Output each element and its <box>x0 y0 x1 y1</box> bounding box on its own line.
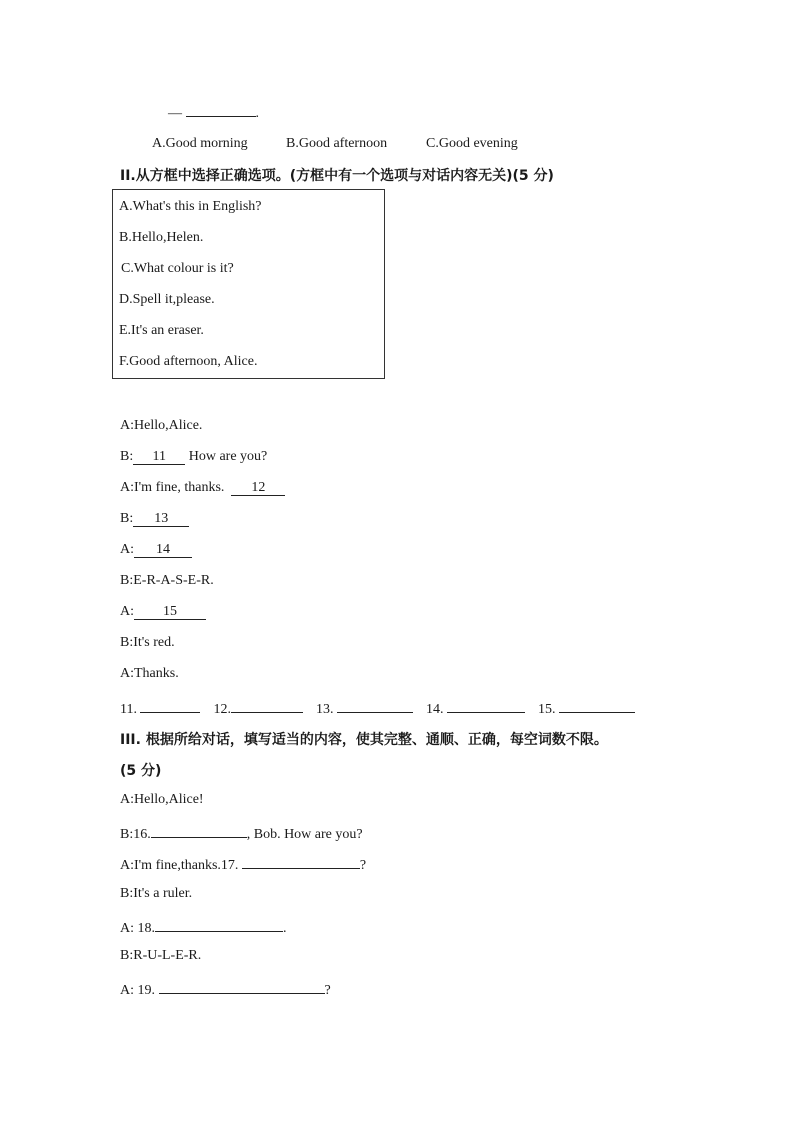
answer-blank-14[interactable] <box>447 698 525 713</box>
answer-blank-12[interactable] <box>231 698 303 713</box>
line-text: B:16. <box>120 827 151 842</box>
option-a: A.What's this in English? <box>119 199 262 214</box>
line-text: A:I'm fine,thanks.17. <box>120 858 242 873</box>
line-text: ? <box>324 983 331 998</box>
line-text: , Bob. How are you? <box>246 827 363 842</box>
option-e: E.It's an eraser. <box>119 323 204 338</box>
option-b: B.Hello,Helen. <box>119 230 204 245</box>
answer-label-13: 13. <box>315 702 334 717</box>
blank-11[interactable]: 11 <box>133 450 185 465</box>
answer-label-14: 14. <box>425 702 444 717</box>
dialogue-line-7 <box>120 604 206 620</box>
answer-label-11: 11. <box>120 702 137 717</box>
dialogue-line-1: A:Hello,Alice. <box>120 418 203 433</box>
blank-16[interactable] <box>151 823 247 838</box>
dialogue-line-3 <box>120 480 285 496</box>
s3-line-4: B:It's a ruler. <box>120 886 193 901</box>
answer-blank-11[interactable] <box>140 698 200 713</box>
answer-blank-15[interactable] <box>559 698 635 713</box>
s3-line-3 <box>120 854 366 874</box>
s3-line-7 <box>120 979 331 999</box>
speaker: B: <box>120 449 134 464</box>
speaker: A: <box>120 542 134 557</box>
blank-15[interactable]: 15 <box>134 605 206 620</box>
answer-blank[interactable] <box>186 102 256 117</box>
s3-line-5 <box>120 917 287 937</box>
blank-18[interactable] <box>155 917 283 932</box>
dialogue-line-9: A:Thanks. <box>120 666 179 681</box>
dialogue-line-5 <box>120 542 192 558</box>
section-2-heading: II.从方框中选择正确选项。(方框中有一个选项与对话内容无关)(5 分) <box>120 168 554 184</box>
options-box <box>112 189 385 379</box>
answer-label-12: 12. <box>213 702 231 717</box>
choice-a: A.Good morning <box>152 136 248 151</box>
blank-12[interactable]: 12 <box>231 481 285 496</box>
blank-17[interactable] <box>242 854 360 869</box>
speaker: A: <box>120 604 134 619</box>
period: . <box>255 106 259 121</box>
blank-13[interactable]: 13 <box>133 512 189 527</box>
blank-14[interactable]: 14 <box>134 543 192 558</box>
dialogue-line-2 <box>120 449 267 465</box>
line-text: A: 18. <box>120 921 155 936</box>
section-3-score: (5 分) <box>120 763 162 779</box>
line-text: ? <box>359 858 367 873</box>
choice-b: B.Good afternoon <box>286 136 388 151</box>
option-d: D.Spell it,please. <box>119 292 215 307</box>
choice-c: C.Good evening <box>426 136 518 151</box>
speaker: B: <box>120 511 134 526</box>
option-c: C.What colour is it? <box>121 261 234 276</box>
s3-line-1: A:Hello,Alice! <box>120 792 204 807</box>
option-f: F.Good afternoon, Alice. <box>119 354 258 369</box>
answer-line <box>120 698 635 718</box>
dialogue-line-6: B:E-R-A-S-E-R. <box>120 573 214 588</box>
dialogue-line-8: B:It's red. <box>120 635 175 650</box>
dash: — <box>168 106 182 121</box>
blank-19[interactable] <box>159 979 325 994</box>
previous-question-line <box>168 102 259 122</box>
answer-label-15: 15. <box>537 702 556 717</box>
section-3-heading: III. 根据所给对话，填写适当的内容，使其完整、通顺、正确，每空词数不限。 <box>120 732 608 748</box>
line-text: A: 19. <box>120 983 159 998</box>
answer-blank-13[interactable] <box>337 698 413 713</box>
line-text: How are you? <box>185 449 268 464</box>
s3-line-2 <box>120 823 363 843</box>
dialogue-line-4 <box>120 511 189 527</box>
line-text: . <box>283 921 287 936</box>
line-text: A:I'm fine, thanks. <box>120 480 232 495</box>
s3-line-6: B:R-U-L-E-R. <box>120 948 202 963</box>
